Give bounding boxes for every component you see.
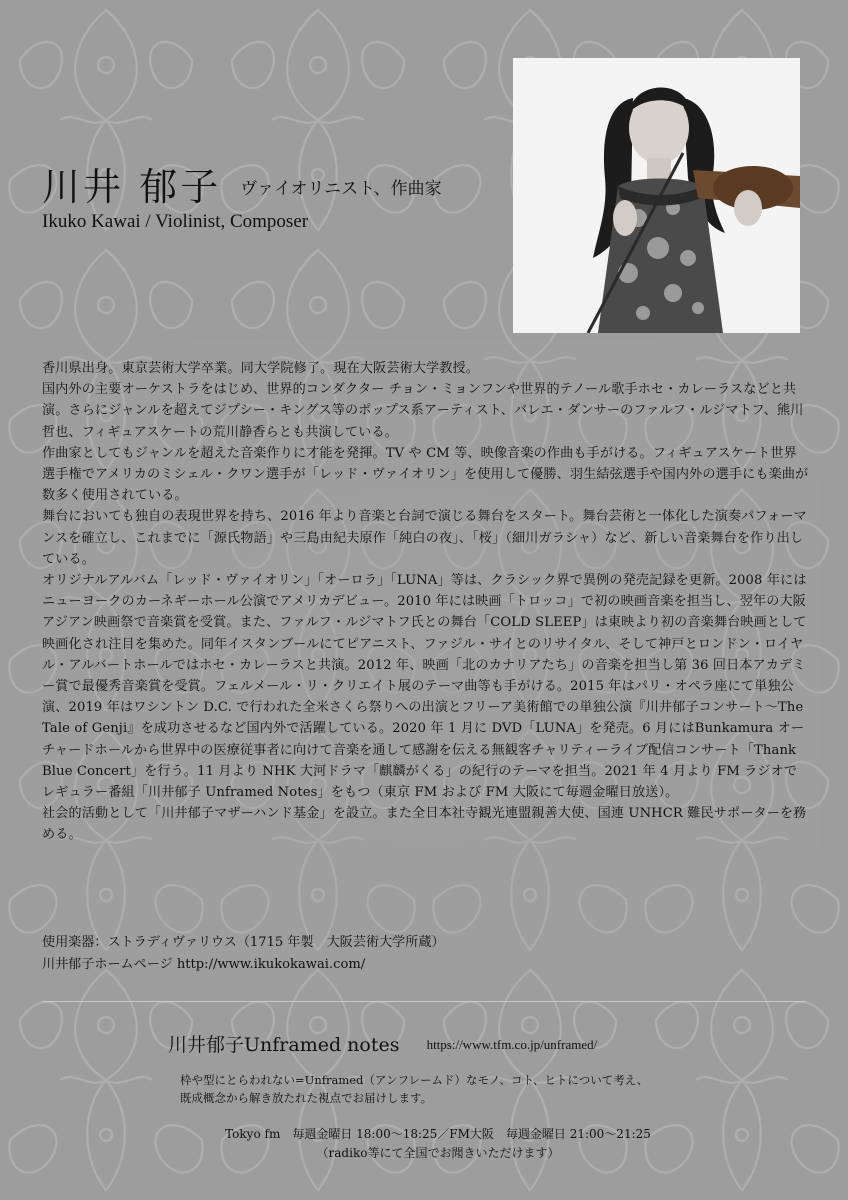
program-description-line: 既成概念から解き放たれた視点でお届けします。 xyxy=(180,1091,433,1105)
schedule-times: Tokyo fm 毎週金曜日 18:00～18:25／FM大阪 毎週金曜日 21:00～21:25 xyxy=(225,1127,651,1141)
violinist-portrait-icon xyxy=(513,58,800,333)
biography xyxy=(42,358,810,846)
section-divider xyxy=(42,1001,806,1002)
bio-paragraph: オリジナルアルバム「レッド・ヴァイオリン」「オーロラ」「LUNA」等は、クラシック界で異例の発売記録を更新。2008 年にはニューヨークのカーネギーホール公演でアメリカデビュー。2010 年には映画「トロッコ」で初の映画音楽を担当し、翌年の大阪アジアン映画祭で音楽賞を受賞。また、ファルフ・ルジマトフ氏との舞台「COLD SLEEP」は東映より初の音楽舞台映画として映画化され注目を集めた。同年イスタンブールにてピアニスト、ファジル・サイとのリサイタル、そして神戸とロンドン・ロイヤル・アルバートホールではホセ・カレーラスと共演。2012 年、映画「北のカナリアたち」の音楽を担当し第 36 回日本アカデミー賞で最優秀音楽賞を受賞。フェルメール・リ・クリエイト展のテーマ曲等も手がける。2015 年はパリ・オペラ座にて単独公演、2019 年はワシントン D.C. で行われた全米さくら祭りへの出演とフリーア美術館での単独公演『川井郁子コンサート～The Tale of Genji』を成功させるなど国内外で活躍している。2020 年 1 月に DVD「LUNA」を発売。6 月にはBunkamura オーチャードホールから世界中の医療従事者に向けて音楽を通して感謝を伝える無観客チャリティーライブ配信コンサート「Thank Blue Concert」を行う。11 月より NHK 大河ドラマ「麒麟がくる」の紀行のテーマを担当。2021 年 4 月より FM ラジオでレギュラー番組「川井郁子 Unframed Notes」をもつ（東京 FM および FM 大阪にて毎週金曜日放送）。 xyxy=(42,573,807,801)
program-description-line: 枠や型にとらわれない=Unframed（アンフレームド）なモノ、コト、ヒトについて考え、 xyxy=(180,1073,649,1087)
artist-name-japanese: 川井 郁子 xyxy=(42,165,222,209)
bio-paragraph: 国内外の主要オーケストラをはじめ、世界的コンダクター チョン・ミョンフンや世界的テノール歌手ホセ・カレーラスなどと共演。さらにジャンルを超えてジプシー・キングス等のポップス系アーティスト、バレエ・ダンサーのファルフ・ルジマトフ、熊川哲也、フィギュアスケートの荒川静香らとも共演している。 xyxy=(42,382,804,440)
program-title: 川井郁子Unframed notes xyxy=(168,1034,400,1056)
name-header xyxy=(42,165,442,233)
program-url-link[interactable]: https://www.tfm.co.jp/unframed/ xyxy=(426,1037,598,1052)
program-schedule xyxy=(168,1125,708,1163)
additional-info xyxy=(42,932,445,976)
artist-role-japanese: ヴァイオリニスト、作曲家 xyxy=(240,179,442,199)
homepage-link[interactable]: 川井郁子ホームページ http://www.ikukokawai.com/ xyxy=(42,957,366,972)
instrument-info: 使用楽器：ストラディヴァリウス（1715 年製 大阪芸術大学所蔵） xyxy=(42,935,445,950)
program-description xyxy=(180,1071,798,1107)
schedule-note: （radiko等にて全国でお聞きいただけます） xyxy=(316,1146,560,1160)
bio-paragraph: 舞台においても独自の表現世界を持ち、2016 年より音楽と台詞で演じる舞台をスタート。舞台芸術と一体化した演奏パフォーマンスを確立し、これまでに「源氏物語」や三島由紀夫原作「純白の夜」、「桜」（細川ガラシャ）など、新しい音楽舞台を作り出している。 xyxy=(42,509,807,567)
bio-paragraph: 香川県出身。東京芸術大学卒業。同大学院修了。現在大阪芸術大学教授。 xyxy=(42,361,480,376)
artist-name-english: Ikuko Kawai / Violinist, Composer xyxy=(42,211,309,232)
bio-paragraph: 社会的活動として「川井郁子マザーハンド基金」を設立。また全日本社寺観光連盟親善大使、国連 UNHCR 難民サポーターを務める。 xyxy=(42,806,807,843)
violinist-portrait-photo xyxy=(513,58,800,333)
bio-paragraph: 作曲家としてもジャンルを超えた音楽作りに才能を発揮。TV や CM 等、映像音楽の作曲も手がける。フィギュアスケート世界選手権でアメリカのミシェル・クワン選手が「レッド・ヴァイオリン」を使用して優勝、羽生結弦選手や国内外の選手にも楽曲が数多く使用されている。 xyxy=(42,445,809,504)
radio-program-section xyxy=(168,1030,798,1163)
